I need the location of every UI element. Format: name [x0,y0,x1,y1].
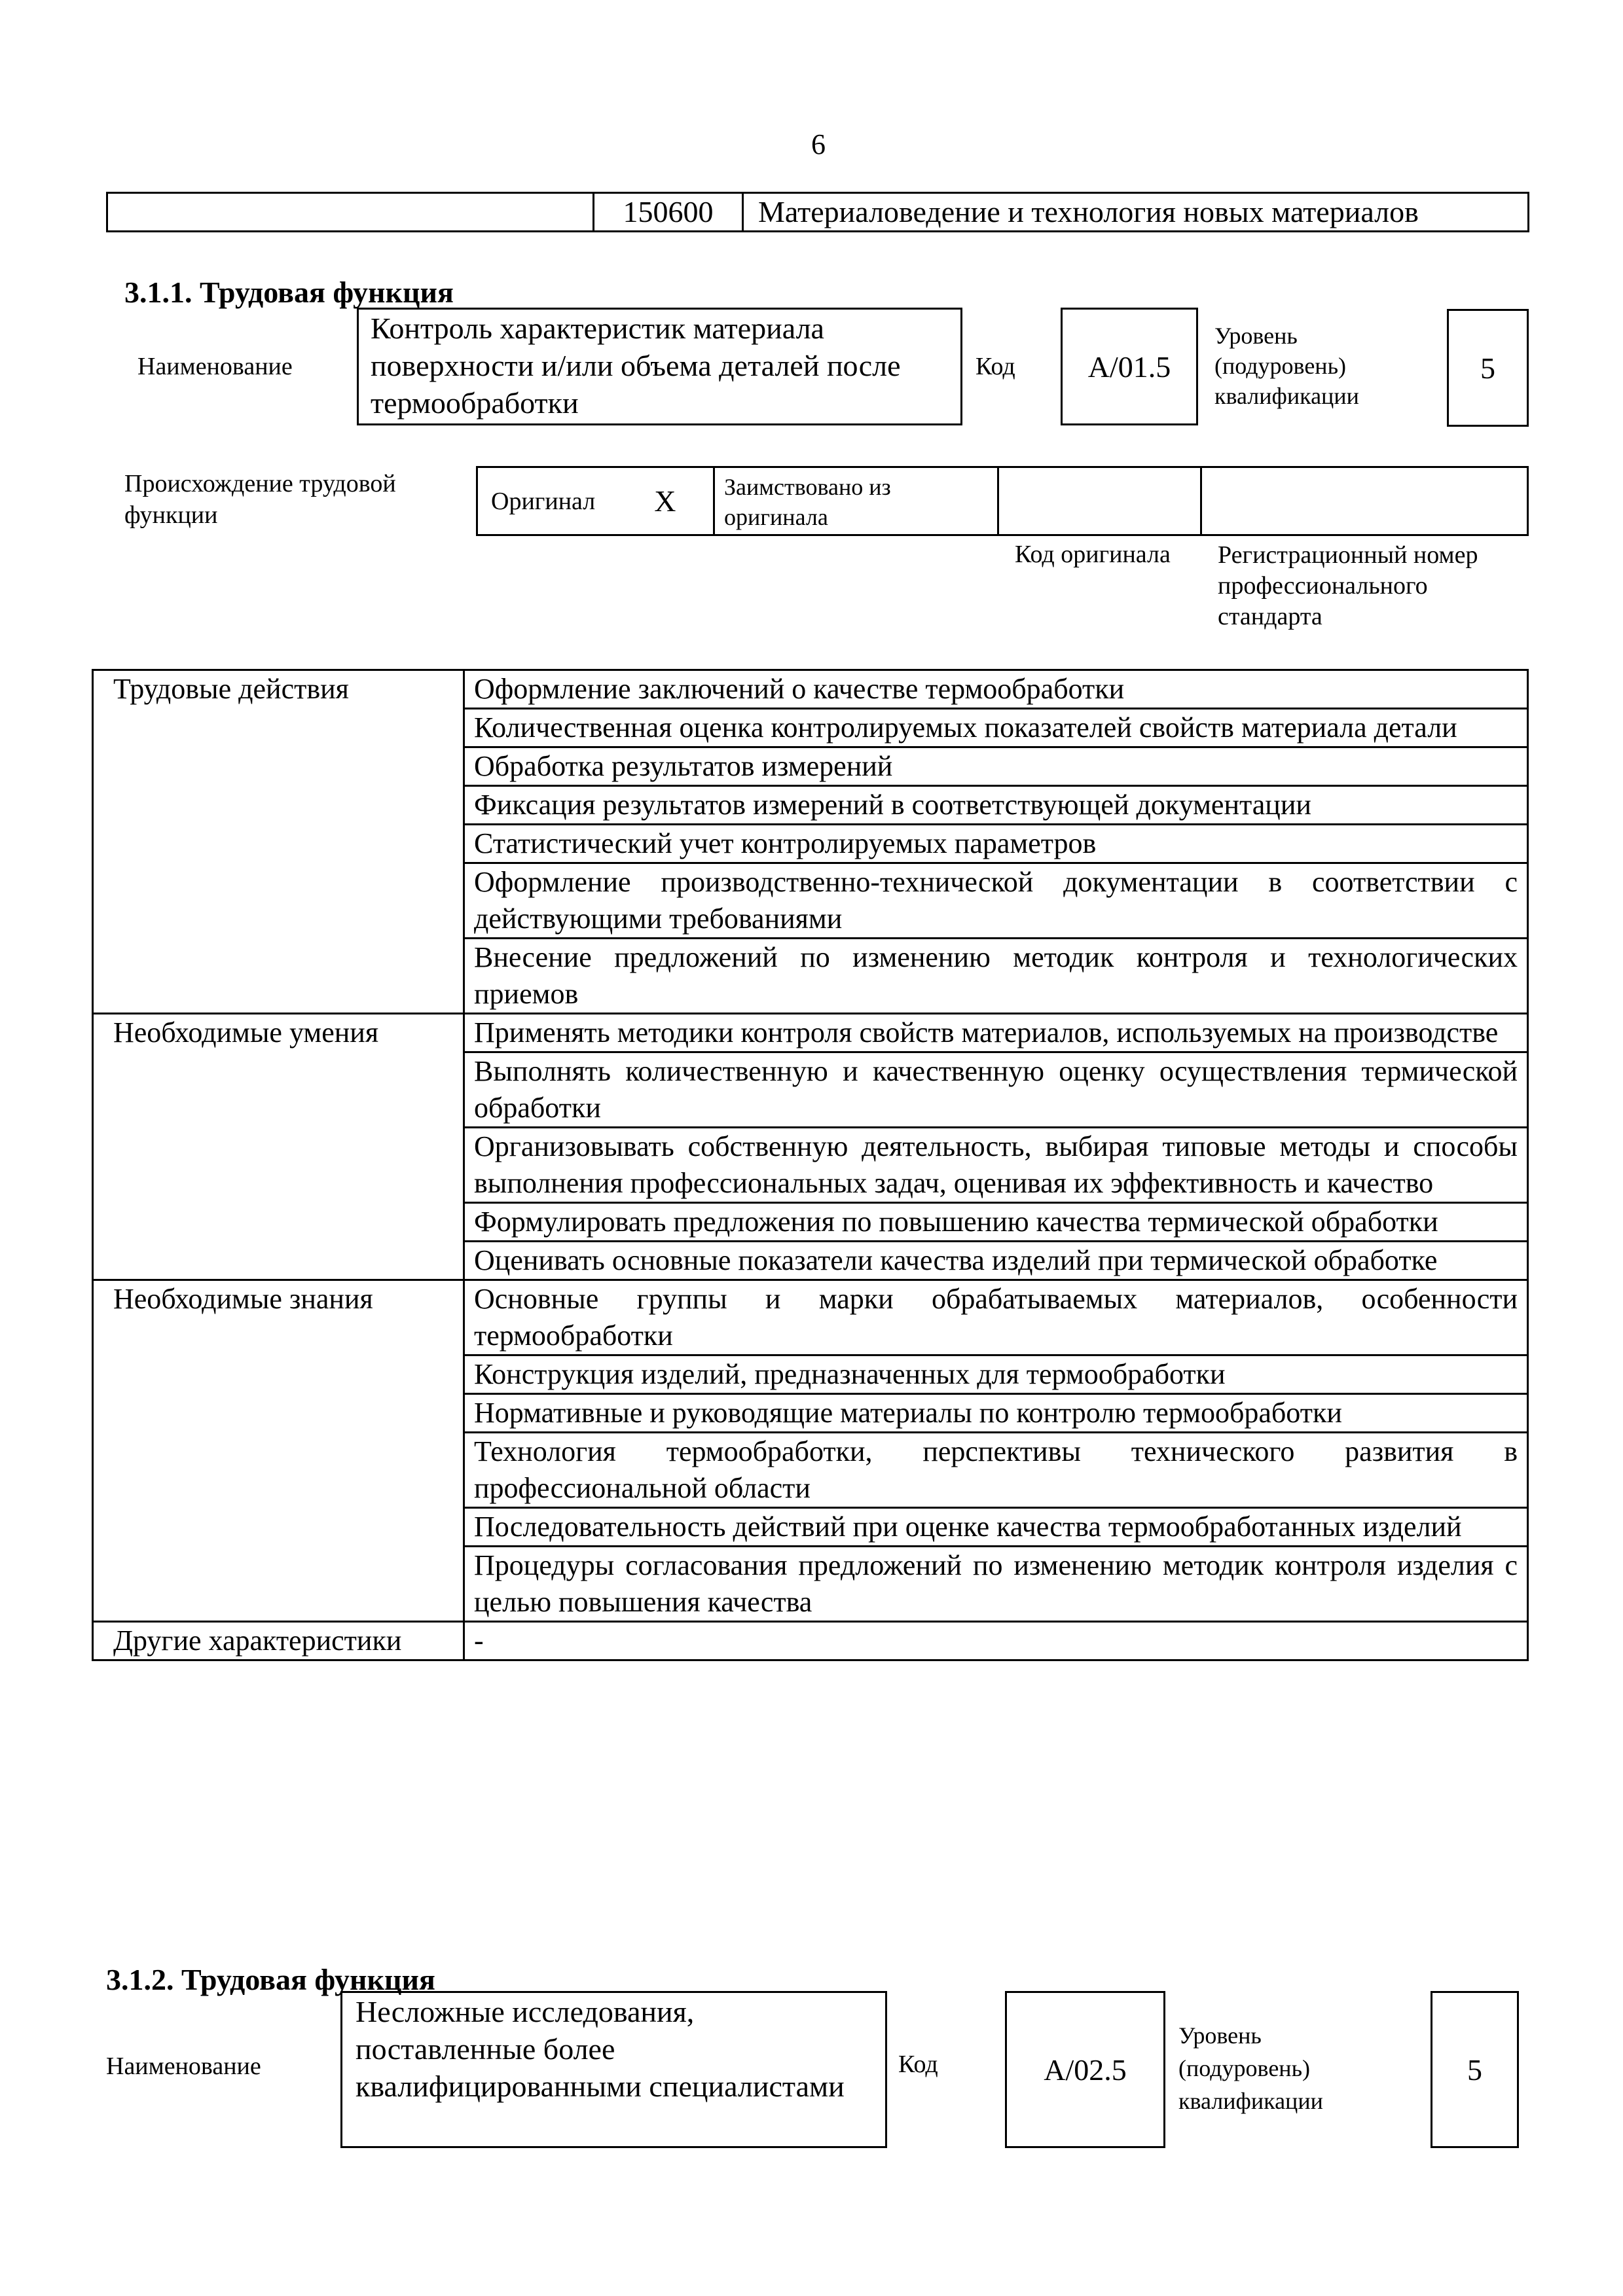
table-cell: Последовательность действий при оценке качества термообработанных изделий [464,1508,1528,1547]
function-code-2: A/02.5 [1044,2053,1127,2087]
table-cell: - [464,1622,1528,1660]
table-cell: Обработка результатов измерений [464,747,1528,786]
table-cell: Количественная оценка контролируемых показателей свойств материала детали [464,709,1528,747]
specialty-code: 150600 [594,194,744,230]
table-cell: Оформление заключений о качестве термообработки [464,670,1528,709]
table-cell: Процедуры согласования предложений по изменению методик контроля изделия с целью повышения качества [464,1547,1528,1622]
function-name-1: Контроль характеристик материала поверхности и/или объема деталей после термообработки [371,312,901,420]
table-row [93,1280,1528,1355]
original-code-label: Код оригинала [1015,541,1171,568]
original-code-cell [999,468,1202,534]
origin-borrowed-label: Заимствовано из оригинала [724,474,891,530]
group-label: Другие характеристики [93,1622,464,1660]
level-box-1 [1447,309,1529,427]
origin-table [476,466,1529,536]
table-cell: Основные группы и марки обрабатываемых материалов, особенности термообработки [464,1280,1528,1355]
name-label-1: Наименование [137,353,293,380]
group-label: Необходимые знания [93,1280,464,1622]
table-cell: Оформление производственно-технической документации в соответствии с действующими требованиями [464,863,1528,939]
strip-empty-cell [108,194,594,230]
level-value-2: 5 [1467,2053,1482,2087]
table-row [93,670,1528,709]
level-label-1: Уровень (подуровень) квалификации [1214,323,1359,409]
section-title-3-1-1: 3.1.1. Трудовая функция [124,276,454,309]
origin-original-label: Оригинал [491,487,596,515]
function-name-box-1 [357,308,962,425]
table-row [93,1014,1528,1052]
level-value-1: 5 [1480,351,1495,385]
level-box-2 [1431,1991,1519,2148]
function-code-box-1 [1061,308,1198,425]
table-cell: Статистический учет контролируемых параметров [464,825,1528,863]
origin-borrowed-cell [715,468,999,534]
table-cell: Оценивать основные показатели качества изделий при термической обработке [464,1242,1528,1280]
origin-label: Происхождение трудовой функции [124,470,396,529]
page-number: 6 [811,128,826,160]
code-label-2: Код [898,2051,938,2078]
function-name-box-2 [340,1991,887,2148]
code-label-1: Код [976,353,1015,380]
function-code-box-2 [1005,1991,1165,2148]
group-label: Необходимые умения [93,1014,464,1280]
table-cell: Внесение предложений по изменению методик контроля и технологических приемов [464,939,1528,1014]
table-cell: Нормативные и руководящие материалы по контролю термообработки [464,1394,1528,1433]
table-cell: Фиксация результатов измерений в соответствующей документации [464,786,1528,825]
function-code-1: A/01.5 [1087,350,1171,384]
group-label: Трудовые действия [93,670,464,1014]
name-label-2: Наименование [106,2053,261,2080]
function-details-table [92,669,1529,1661]
table-cell: Технология термообработки, перспективы технического развития в профессиональной области [464,1433,1528,1508]
table-row [93,1622,1528,1660]
table-cell: Формулировать предложения по повышению качества термической обработки [464,1203,1528,1242]
level-label-2: Уровень (подуровень) квалификации [1178,2022,1323,2114]
specialty-strip [106,192,1529,232]
specialty-name: Материаловедение и технология новых материалов [758,195,1419,228]
table-cell: Применять методики контроля свойств материалов, используемых на производстве [464,1014,1528,1052]
table-cell: Выполнять количественную и качественную оценку осуществления термической обработки [464,1052,1528,1128]
table-cell: Конструкция изделий, предназначенных для термообработки [464,1355,1528,1394]
reg-number-label: Регистрационный номер профессионального стандарта [1218,541,1478,630]
origin-original-cell [478,468,715,534]
origin-mark: X [654,484,676,518]
section-title-3-1-2: 3.1.2. Трудовая функция [106,1963,435,1996]
reg-number-cell [1202,468,1527,534]
table-cell: Организовывать собственную деятельность, выбирая типовые методы и способы выполнения профессиональных задач, оценивая их эффективность и качество [464,1128,1528,1203]
function-name-2: Несложные исследования, поставленные более квалифицированными специалистами [356,1995,845,2103]
